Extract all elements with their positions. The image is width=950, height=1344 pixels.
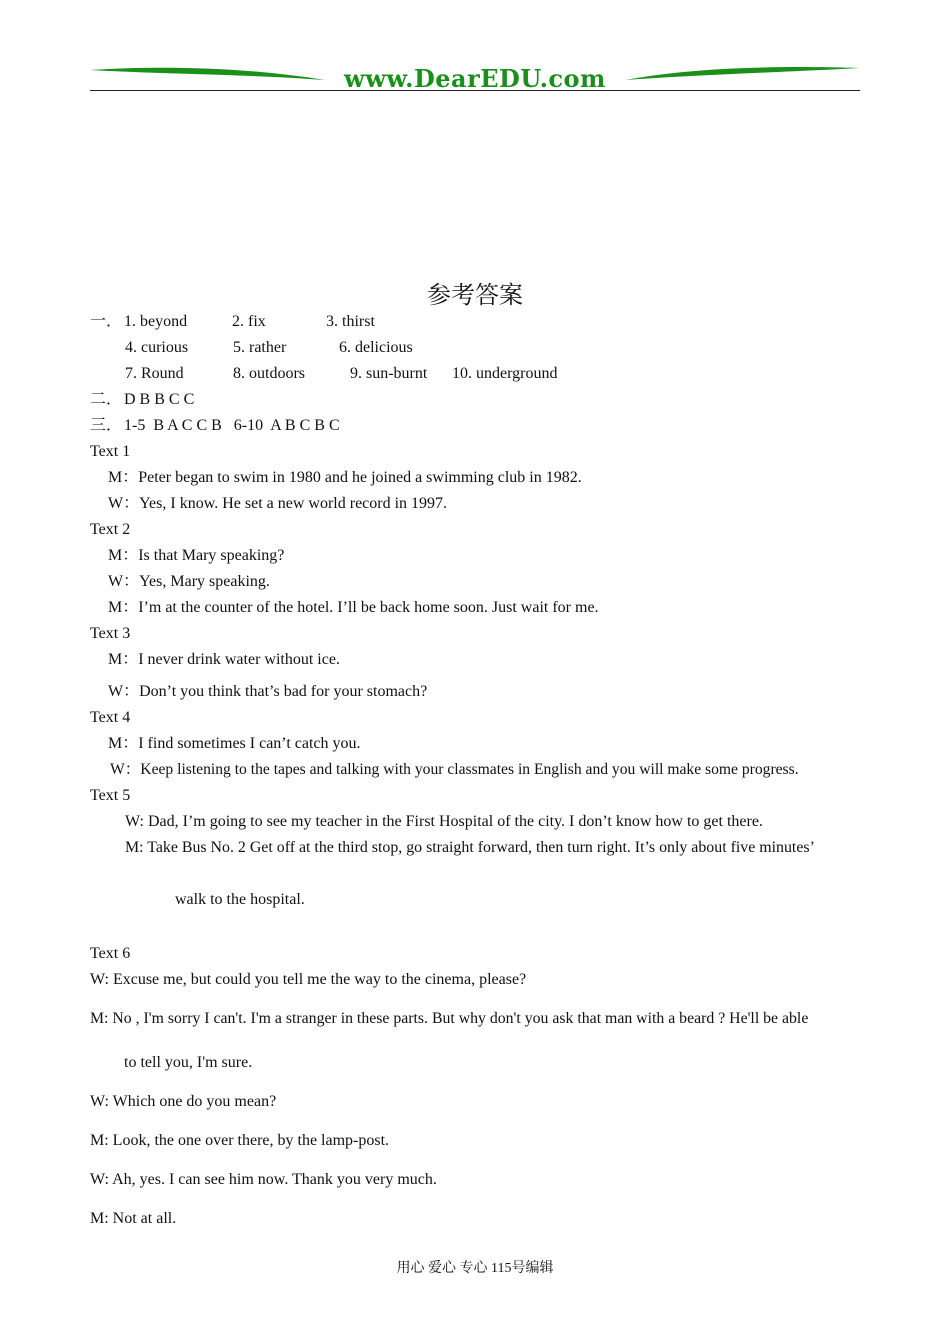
dialogue-line: W：Don’t you think that’s bad for your stomach?	[108, 683, 428, 700]
answer-5: 5. rather	[233, 339, 287, 356]
page-footer: 用心 爱心 专心 115号编辑	[396, 1261, 554, 1276]
answer-7: 7. Round	[125, 365, 184, 382]
dialogue-line: M：I never drink water without ice.	[108, 651, 340, 668]
site-logo-text[interactable]: www.DearEDU.com	[344, 64, 606, 93]
section-3-answers: 1-5 B A C C B 6-10 A B C B C	[124, 417, 340, 434]
dialogue-line: W: Dad, I’m going to see my teacher in the First Hospital of the city. I don’t know how to get there.	[125, 813, 763, 830]
text-5-heading: Text 5	[90, 787, 131, 804]
dialogue-line-continuation: walk to the hospital.	[175, 891, 305, 908]
answer-6: 6. delicious	[339, 339, 413, 356]
section-3-marker: 三．	[90, 417, 123, 434]
dialogue-line: M: No , I'm sorry I can't. I'm a stranger in these parts. But why don't you ask that man with a beard ? He'll be able	[90, 1010, 809, 1027]
answer-9: 9. sun-burnt	[350, 365, 428, 382]
header-rule	[90, 90, 860, 91]
dialogue-line: W：Keep listening to the tapes and talking with your classmates in English and you will make some progress.	[110, 761, 799, 778]
text-4-heading: Text 4	[90, 709, 131, 726]
dialogue-line: W：Yes, Mary speaking.	[108, 573, 270, 590]
answer-1: 1. beyond	[124, 313, 188, 330]
dialogue-line-continuation: to tell you, I'm sure.	[124, 1054, 253, 1071]
answer-10: 10. underground	[452, 365, 558, 382]
text-3-heading: Text 3	[90, 625, 131, 642]
dialogue-line: W: Ah, yes. I can see him now. Thank you very much.	[90, 1171, 437, 1188]
dialogue-line: M: Look, the one over there, by the lamp-post.	[90, 1132, 390, 1149]
dialogue-line: M: Take Bus No. 2 Get off at the third stop, go straight forward, then turn right. It’s only about five minutes’	[125, 839, 815, 856]
answer-2: 2. fix	[232, 313, 266, 330]
text-1-heading: Text 1	[90, 443, 131, 460]
answer-4: 4. curious	[125, 339, 189, 356]
dialogue-line: W: Excuse me, but could you tell me the way to the cinema, please?	[90, 971, 527, 988]
section-1-marker: 一．	[90, 313, 123, 330]
dialogue-line: M：I find sometimes I can’t catch you.	[108, 735, 361, 752]
dialogue-line: M：Is that Mary speaking?	[108, 547, 285, 564]
page-title: 参考答案	[427, 283, 523, 309]
dialogue-line: W：Yes, I know. He set a new world record in 1997.	[108, 495, 448, 512]
page-header	[90, 60, 860, 94]
dialogue-line: M：Peter began to swim in 1980 and he joined a swimming club in 1982.	[108, 469, 582, 486]
section-2-marker: 二．	[90, 391, 123, 408]
text-6-heading: Text 6	[90, 945, 131, 962]
dialogue-line: W: Which one do you mean?	[90, 1093, 277, 1110]
dialogue-line: M：I’m at the counter of the hotel. I’ll be back home soon. Just wait for me.	[108, 599, 599, 616]
section-2-answers: D B B C C	[124, 391, 195, 408]
text-2-heading: Text 2	[90, 521, 131, 538]
answer-3: 3. thirst	[326, 313, 375, 330]
answer-8: 8. outdoors	[233, 365, 305, 382]
dialogue-line: M: Not at all.	[90, 1210, 177, 1227]
